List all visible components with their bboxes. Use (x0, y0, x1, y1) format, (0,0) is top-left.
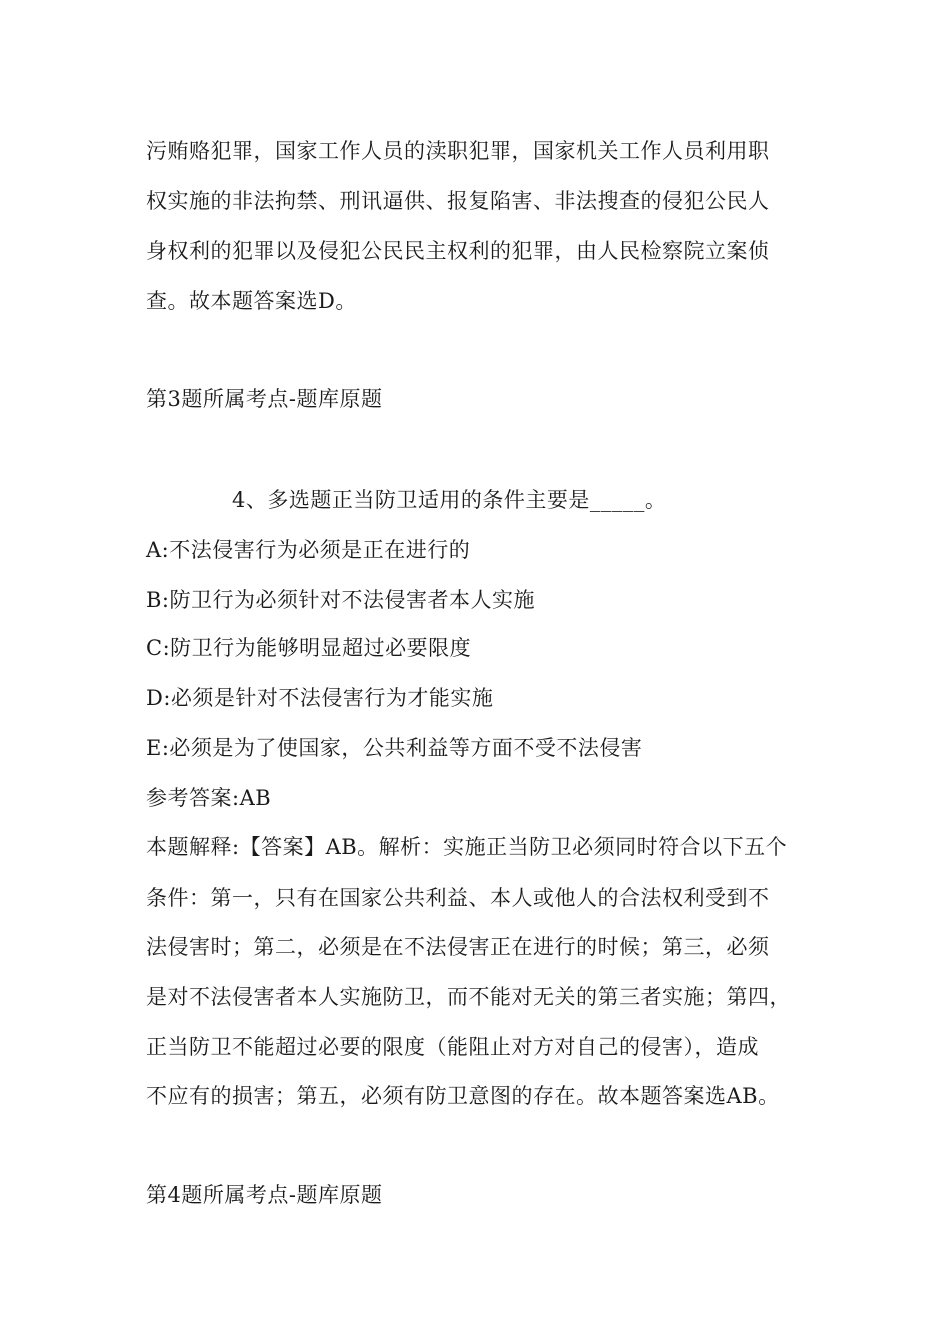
question-stem: 4、多选题正当防卫适用的条件主要是_____。 (232, 488, 667, 512)
reference-answer: 参考答案:AB (146, 786, 272, 810)
question-source: 第3题所属考点-题库原题 (146, 387, 383, 411)
explanation-line: 本题解释:【答案】AB。解析：实施正当防卫必须同时符合以下五个 (146, 835, 788, 859)
option-b: B:防卫行为必须针对不法侵害者本人实施 (146, 588, 536, 612)
paragraph-line: 权实施的非法拘禁、刑讯逼供、报复陷害、非法搜查的侵犯公民人 (146, 189, 770, 213)
option-e: E:必须是为了使国家，公共利益等方面不受不法侵害 (146, 736, 643, 760)
explanation-line: 不应有的损害；第五，必须有防卫意图的存在。故本题答案选AB。 (146, 1084, 780, 1108)
explanation-line: 正当防卫不能超过必要的限度（能阻止对方对自己的侵害），造成 (146, 1035, 759, 1059)
paragraph-line: 查。故本题答案选D。 (146, 289, 357, 313)
explanation-line: 条件：第一，只有在国家公共利益、本人或他人的合法权利受到不 (146, 886, 770, 910)
explanation-line: 是对不法侵害者本人实施防卫，而不能对无关的第三者实施；第四， (146, 985, 791, 1009)
option-d: D:必须是针对不法侵害行为才能实施 (146, 686, 494, 710)
paragraph-line: 污贿赂犯罪，国家工作人员的渎职犯罪，国家机关工作人员利用职 (146, 139, 770, 163)
option-a: A:不法侵害行为必须是正在进行的 (146, 538, 471, 562)
paragraph-line: 身权利的犯罪以及侵犯公民民主权利的犯罪，由人民检察院立案侦 (146, 239, 770, 263)
explanation-line: 法侵害时；第二，必须是在不法侵害正在进行的时候；第三，必须 (146, 935, 770, 959)
question-source: 第4题所属考点-题库原题 (146, 1183, 383, 1207)
option-c: C:防卫行为能够明显超过必要限度 (146, 636, 472, 660)
